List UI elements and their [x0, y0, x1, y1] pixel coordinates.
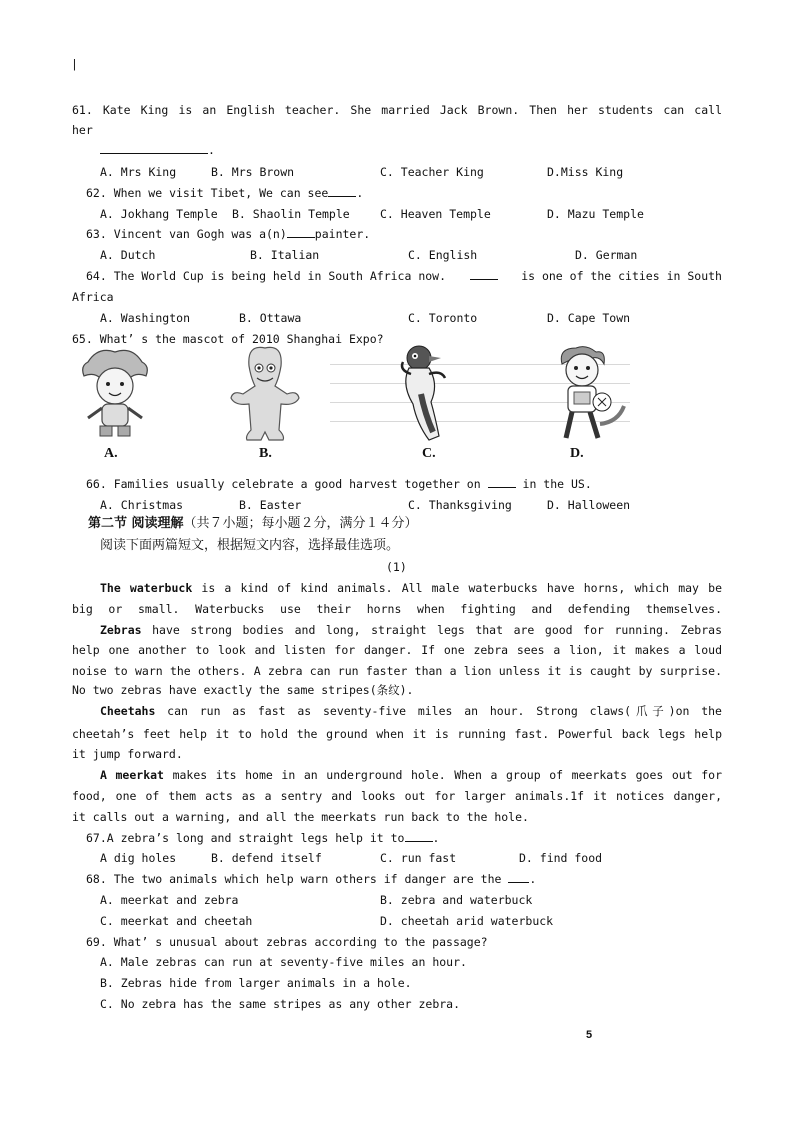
passage-p2-line1: Zebras have strong bodies and long, straight legs that are good for running. Zebras — [100, 623, 722, 637]
q62-stem: 62. When we visit Tibet, We can see . — [86, 186, 364, 200]
passage-p4-line2: food, one of them acts as a sentry and looks out for larger animals.1f it notices danger, — [72, 789, 722, 803]
q67-option-b[interactable]: B. defend itself — [211, 851, 322, 865]
section-header — [88, 515, 418, 533]
q61-option-d[interactable]: D.Miss King — [547, 165, 624, 179]
q61-option-c[interactable]: C. Teacher King — [380, 165, 484, 179]
q61-option-a[interactable]: A. Mrs King — [100, 165, 177, 179]
passage-p2-line3: noise to warn the others. A zebra can run faster than a lion unless it is caught by surprise. — [72, 664, 722, 678]
section-info: （共７小题；每小题２分，满分１４分） — [183, 516, 418, 531]
passage-p3-line3: it jump forward. — [72, 747, 183, 761]
q63-option-b[interactable]: B. Italian — [250, 248, 320, 262]
q62-option-a[interactable]: A. Jokhang Temple — [100, 207, 218, 221]
passage-p4-line1: A meerkat makes its home in an underground hole. When a group of meerkats goes out for — [100, 768, 722, 782]
q61-stem-line2: her — [72, 123, 93, 137]
mascot-penguin-image[interactable] — [395, 344, 455, 444]
q68-option-a[interactable]: A. meerkat and zebra — [100, 893, 239, 907]
q63-stem: 63. Vincent van Gogh was a(n) painter. — [86, 227, 371, 241]
q61-answer-blank: . — [100, 141, 215, 159]
q65-label-c: C. — [422, 446, 436, 461]
q65-label-b: B. — [259, 446, 272, 461]
q63-option-d[interactable]: D. German — [575, 248, 638, 262]
passage-p3-line2: cheetah’s feet help it to hold the ground when it is running fast. Powerful back legs help — [72, 727, 722, 741]
q64-stem-line2: Africa — [72, 290, 114, 304]
passage-p1-line2: big or small. Waterbucks use their horns when fighting and defending themselves. — [72, 602, 722, 616]
q65-stem: 65. What’ s the mascot of 2010 Shanghai Expo? — [72, 332, 384, 346]
passage-p3-line1: Cheetahs can run as fast as seventy-five miles an hour. Strong claws(爪子)on the — [100, 704, 722, 718]
margin-mark: | — [71, 57, 78, 71]
passage-p4-line3: it calls out a warning, and all the meerkats run back to the hole. — [72, 810, 529, 824]
q66-option-c[interactable]: C. Thanksgiving — [408, 498, 512, 512]
q69-option-a[interactable]: A. Male zebras can run at seventy-five miles an hour. — [100, 955, 467, 969]
passage-p2-line2: help one another to look and listen for danger. If one zebra sees a lion, it makes a loud — [72, 643, 722, 657]
q64-option-d[interactable]: D. Cape Town — [547, 311, 631, 325]
q63-option-a[interactable]: A. Dutch — [100, 248, 156, 262]
section-title: 第二节 阅读理解 — [88, 516, 184, 531]
q66-option-a[interactable]: A. Christmas — [100, 498, 184, 512]
q61-option-b[interactable]: B. Mrs Brown — [211, 165, 295, 179]
q64-option-b[interactable]: B. Ottawa — [239, 311, 302, 325]
q65-label-d: D. — [570, 446, 584, 461]
passage-p1-line1: The waterbuck is a kind of kind animals. All male waterbucks have horns, which may be — [100, 581, 722, 595]
passage-number: (1) — [386, 560, 407, 574]
q64-option-a[interactable]: A. Washington — [100, 311, 191, 325]
q68-stem: 68. The two animals which help warn others if danger are the . — [86, 872, 537, 886]
section-instruction: 阅读下面两篇短文，根据短文内容，选择最佳选项。 — [100, 538, 400, 553]
q68-option-b[interactable]: B. zebra and waterbuck — [380, 893, 533, 907]
q68-option-d[interactable]: D. cheetah arid waterbuck — [380, 914, 554, 928]
mascot-football-boy-image[interactable] — [540, 344, 630, 444]
q66-stem: 66. Families usually celebrate a good harvest together on in the US. — [86, 477, 592, 491]
mascot-fuwa-image[interactable] — [70, 344, 160, 444]
q66-option-d[interactable]: D. Halloween — [547, 498, 631, 512]
page-number: 5 — [586, 1029, 593, 1041]
q69-option-b[interactable]: B. Zebras hide from larger animals in a hole. — [100, 976, 412, 990]
q65-label-a: A. — [104, 446, 118, 461]
q67-option-d[interactable]: D. find food — [519, 851, 603, 865]
q67-stem: 67.A zebra’s long and straight legs help it to . — [86, 831, 440, 845]
q69-option-c[interactable]: C. No zebra has the same stripes as any other zebra. — [100, 997, 461, 1011]
q66-option-b[interactable]: B. Easter — [239, 498, 302, 512]
q69-stem: 69. What’ s unusual about zebras according to the passage? — [86, 935, 488, 949]
q67-option-c[interactable]: C. run fast — [380, 851, 457, 865]
mascot-haibao-image[interactable] — [225, 344, 305, 444]
q64-stem-line1: 64. The World Cup is being held in South Africa now. is one of the cities in South — [86, 269, 722, 283]
passage-p2-line4: No two zebras have exactly the same stripes(条纹). — [72, 683, 414, 697]
q64-option-c[interactable]: C. Toronto — [408, 311, 478, 325]
q68-option-c[interactable]: C. meerkat and cheetah — [100, 914, 253, 928]
q63-option-c[interactable]: C. English — [408, 248, 478, 262]
q67-option-a[interactable]: A dig holes — [100, 851, 177, 865]
q61-stem-line1: 61. Kate King is an English teacher. She married Jack Brown. Then her students can call — [72, 103, 722, 117]
q62-option-b[interactable]: B. Shaolin Temple — [232, 207, 350, 221]
q62-option-c[interactable]: C. Heaven Temple — [380, 207, 491, 221]
q62-option-d[interactable]: D. Mazu Temple — [547, 207, 644, 221]
